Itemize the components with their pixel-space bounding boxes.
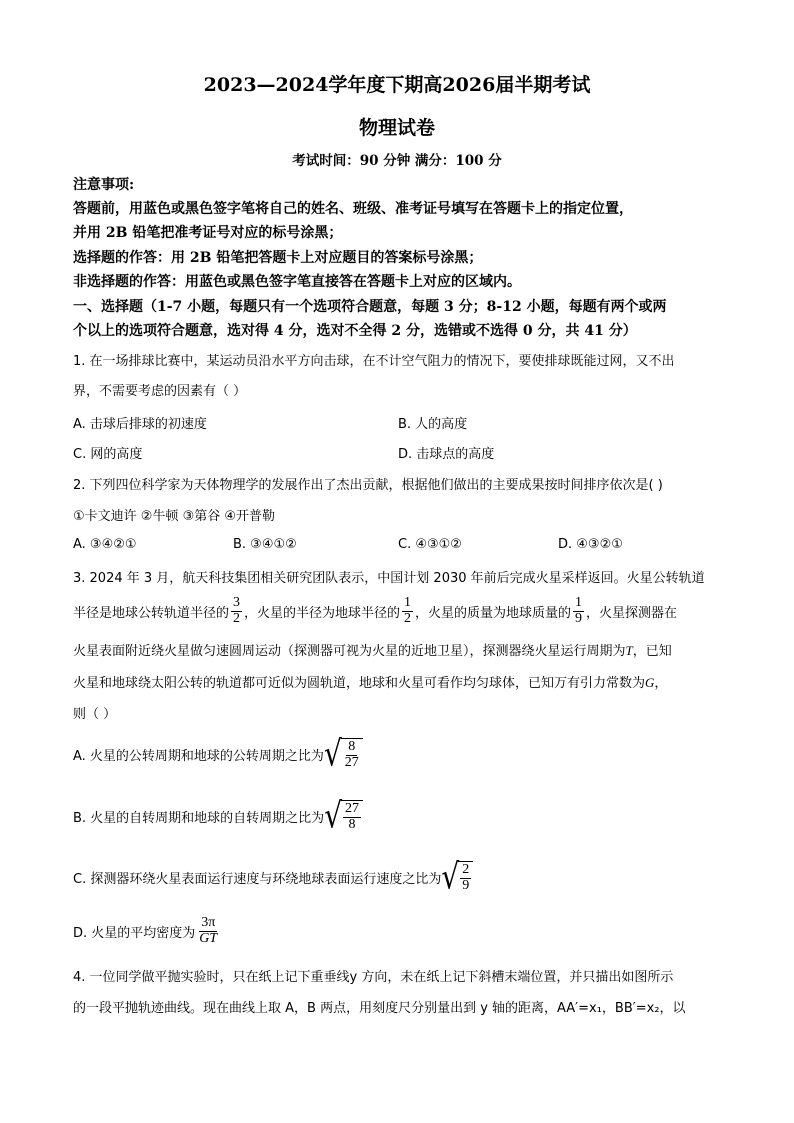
notice-heading: 注意事项: xyxy=(73,177,135,193)
fraction-orbit-ratio xyxy=(231,596,242,626)
question-2-line-1: 2. 下列四位科学家为天体物理学的发展作出了杰出贡献，根据他们做出的主要成果按时间排序依次是( ) xyxy=(73,478,663,493)
question-2-option-d: D. ④③②① xyxy=(558,537,623,552)
option-text: C. 探测器环绕火星表面运行速度与环绕地球表面运行速度之比为 xyxy=(73,871,442,887)
fraction-numerator: 8 xyxy=(348,739,356,754)
question-1-option-a: A. 击球后排球的初速度 xyxy=(73,417,207,432)
question-3-option-a xyxy=(73,732,363,775)
fraction xyxy=(343,740,361,770)
fraction-denominator: 9 xyxy=(462,877,470,893)
question-3-text: ，火星的质量为地球质量的 xyxy=(415,605,572,621)
fraction-denominator: 2 xyxy=(233,610,241,626)
question-3-line-3 xyxy=(73,640,672,659)
question-3-line-5: 则（ ） xyxy=(73,707,117,722)
density-fraction xyxy=(197,916,219,946)
square-root xyxy=(441,855,473,898)
section-1-heading-line-1: 一、选择题（1-7 小题，每题只有一个选项符合题意，每题 3 分；8-12 小题，每题有两个或两 xyxy=(73,299,667,315)
question-3-option-d xyxy=(73,916,221,946)
fraction-numerator: 1 xyxy=(575,595,583,610)
question-1-option-d: D. 击球点的高度 xyxy=(398,447,495,462)
notice-line-1: 答题前，用蓝色或黑色签字笔将自己的姓名、班级、准考证号填写在答题卡上的指定位置， xyxy=(73,201,633,217)
fraction xyxy=(460,863,471,893)
notice-line-3: 选择题的作答：用 2B 铅笔把答题卡上对应题目的答案标号涂黑； xyxy=(73,250,483,266)
notice-line-4: 非选择题的作答：用蓝色或黑色签字笔直接答在答题卡上对应的区域内。 xyxy=(73,274,521,290)
question-3-option-c xyxy=(73,855,473,898)
option-text: D. 火星的平均密度为 xyxy=(73,925,196,941)
fraction-denominator: GT xyxy=(199,930,218,946)
subject-title: 物理试卷 xyxy=(358,117,435,139)
symbol-gravitational-constant: G xyxy=(645,675,655,690)
fraction-numerator: 27 xyxy=(345,801,360,816)
fraction-radius-ratio xyxy=(402,596,413,626)
section-1-heading-line-2: 个以上的选项符合题意，选对得 4 分，选对不全得 2 分，选错或不选得 0 分，共 41 分） xyxy=(73,323,637,339)
exam-title: 2023—2024学年度下期高2026届半期考试 xyxy=(203,74,591,96)
question-3-text: ，火星的半径为地球半径的 xyxy=(244,605,401,621)
fraction-numerator: 3 xyxy=(233,595,241,610)
question-3-line-2 xyxy=(73,596,677,626)
square-root xyxy=(323,732,363,775)
question-2-scientist-list: ①卡文迪许 ②牛顿 ③第谷 ④开普勒 xyxy=(73,509,276,524)
question-3-text: 火星和地球绕太阳公转的轨道都可近似为圆轨道，地球和火星可看作均匀球体，已知万有引力常数为 xyxy=(73,676,646,691)
question-3-text: 火星表面附近绕火星做匀速圆周运动（探测器可视为火星的近地卫星），探测器绕火星运行周期为 xyxy=(73,644,626,659)
question-3-text: 半径是地球公转轨道半径的 xyxy=(73,605,230,621)
question-1-line-1: 1. 在一场排球比赛中，某运动员沿水平方向击球，在不计空气阻力的情况下，要使排球既能过网，又不出 xyxy=(73,354,675,369)
symbol-period: T xyxy=(625,643,633,658)
question-3-line-4 xyxy=(73,672,667,691)
fraction-denominator: 8 xyxy=(348,816,356,832)
fraction-numerator: 3π xyxy=(201,915,216,930)
question-4-line-2: 的一段平抛轨迹曲线。现在曲线上取 A，B 两点，用刻度尺分别量出到 y 轴的距离，AA′=x₁，BB′=x₂，以 xyxy=(73,1001,686,1016)
radical-sign: √ xyxy=(323,732,342,775)
option-text: A. 火星的公转周期和地球的公转周期之比为 xyxy=(73,748,324,764)
notice-line-2: 并用 2B 铅笔把准考证号对应的标号涂黑； xyxy=(73,225,343,241)
radical-sign: √ xyxy=(441,855,460,898)
fraction-denominator: 9 xyxy=(575,610,583,626)
square-root xyxy=(324,794,363,837)
radical-sign: √ xyxy=(324,794,343,837)
question-3-line-1: 3. 2024 年 3 月，航天科技集团相关研究团队表示，中国计划 2030 年前后完成火星采样返回。火星公转轨道 xyxy=(73,571,705,586)
fraction-numerator: 2 xyxy=(462,862,470,877)
exam-time-info: 考试时间：90 分钟 满分：100 分 xyxy=(292,153,502,169)
question-3-text: ，已知 xyxy=(632,644,672,659)
question-3-option-b xyxy=(73,794,363,837)
question-2-option-a: A. ③④②① xyxy=(73,537,137,552)
option-text: B. 火星的自转周期和地球的自转周期之比为 xyxy=(73,810,325,826)
fraction-denominator: 27 xyxy=(344,754,359,770)
question-2-option-b: B. ③④①② xyxy=(233,537,297,552)
fraction-mass-ratio xyxy=(573,596,584,626)
question-3-text: ，火星探测器在 xyxy=(586,605,678,621)
question-4-line-1: 4. 一位同学做平抛实验时，只在纸上记下重垂线y 方向，未在纸上记下斜槽末端位置，并只描出如图所示 xyxy=(73,970,674,985)
fraction xyxy=(343,802,361,832)
question-1-option-b: B. 人的高度 xyxy=(398,417,468,432)
question-1-line-2: 界，不需要考虑的因素有（ ） xyxy=(73,384,247,399)
question-2-option-c: C. ④③①② xyxy=(398,537,462,552)
question-3-text: ， xyxy=(654,676,668,691)
question-1-option-c: C. 网的高度 xyxy=(73,447,143,462)
fraction-denominator: 2 xyxy=(404,610,412,626)
fraction-numerator: 1 xyxy=(404,595,412,610)
